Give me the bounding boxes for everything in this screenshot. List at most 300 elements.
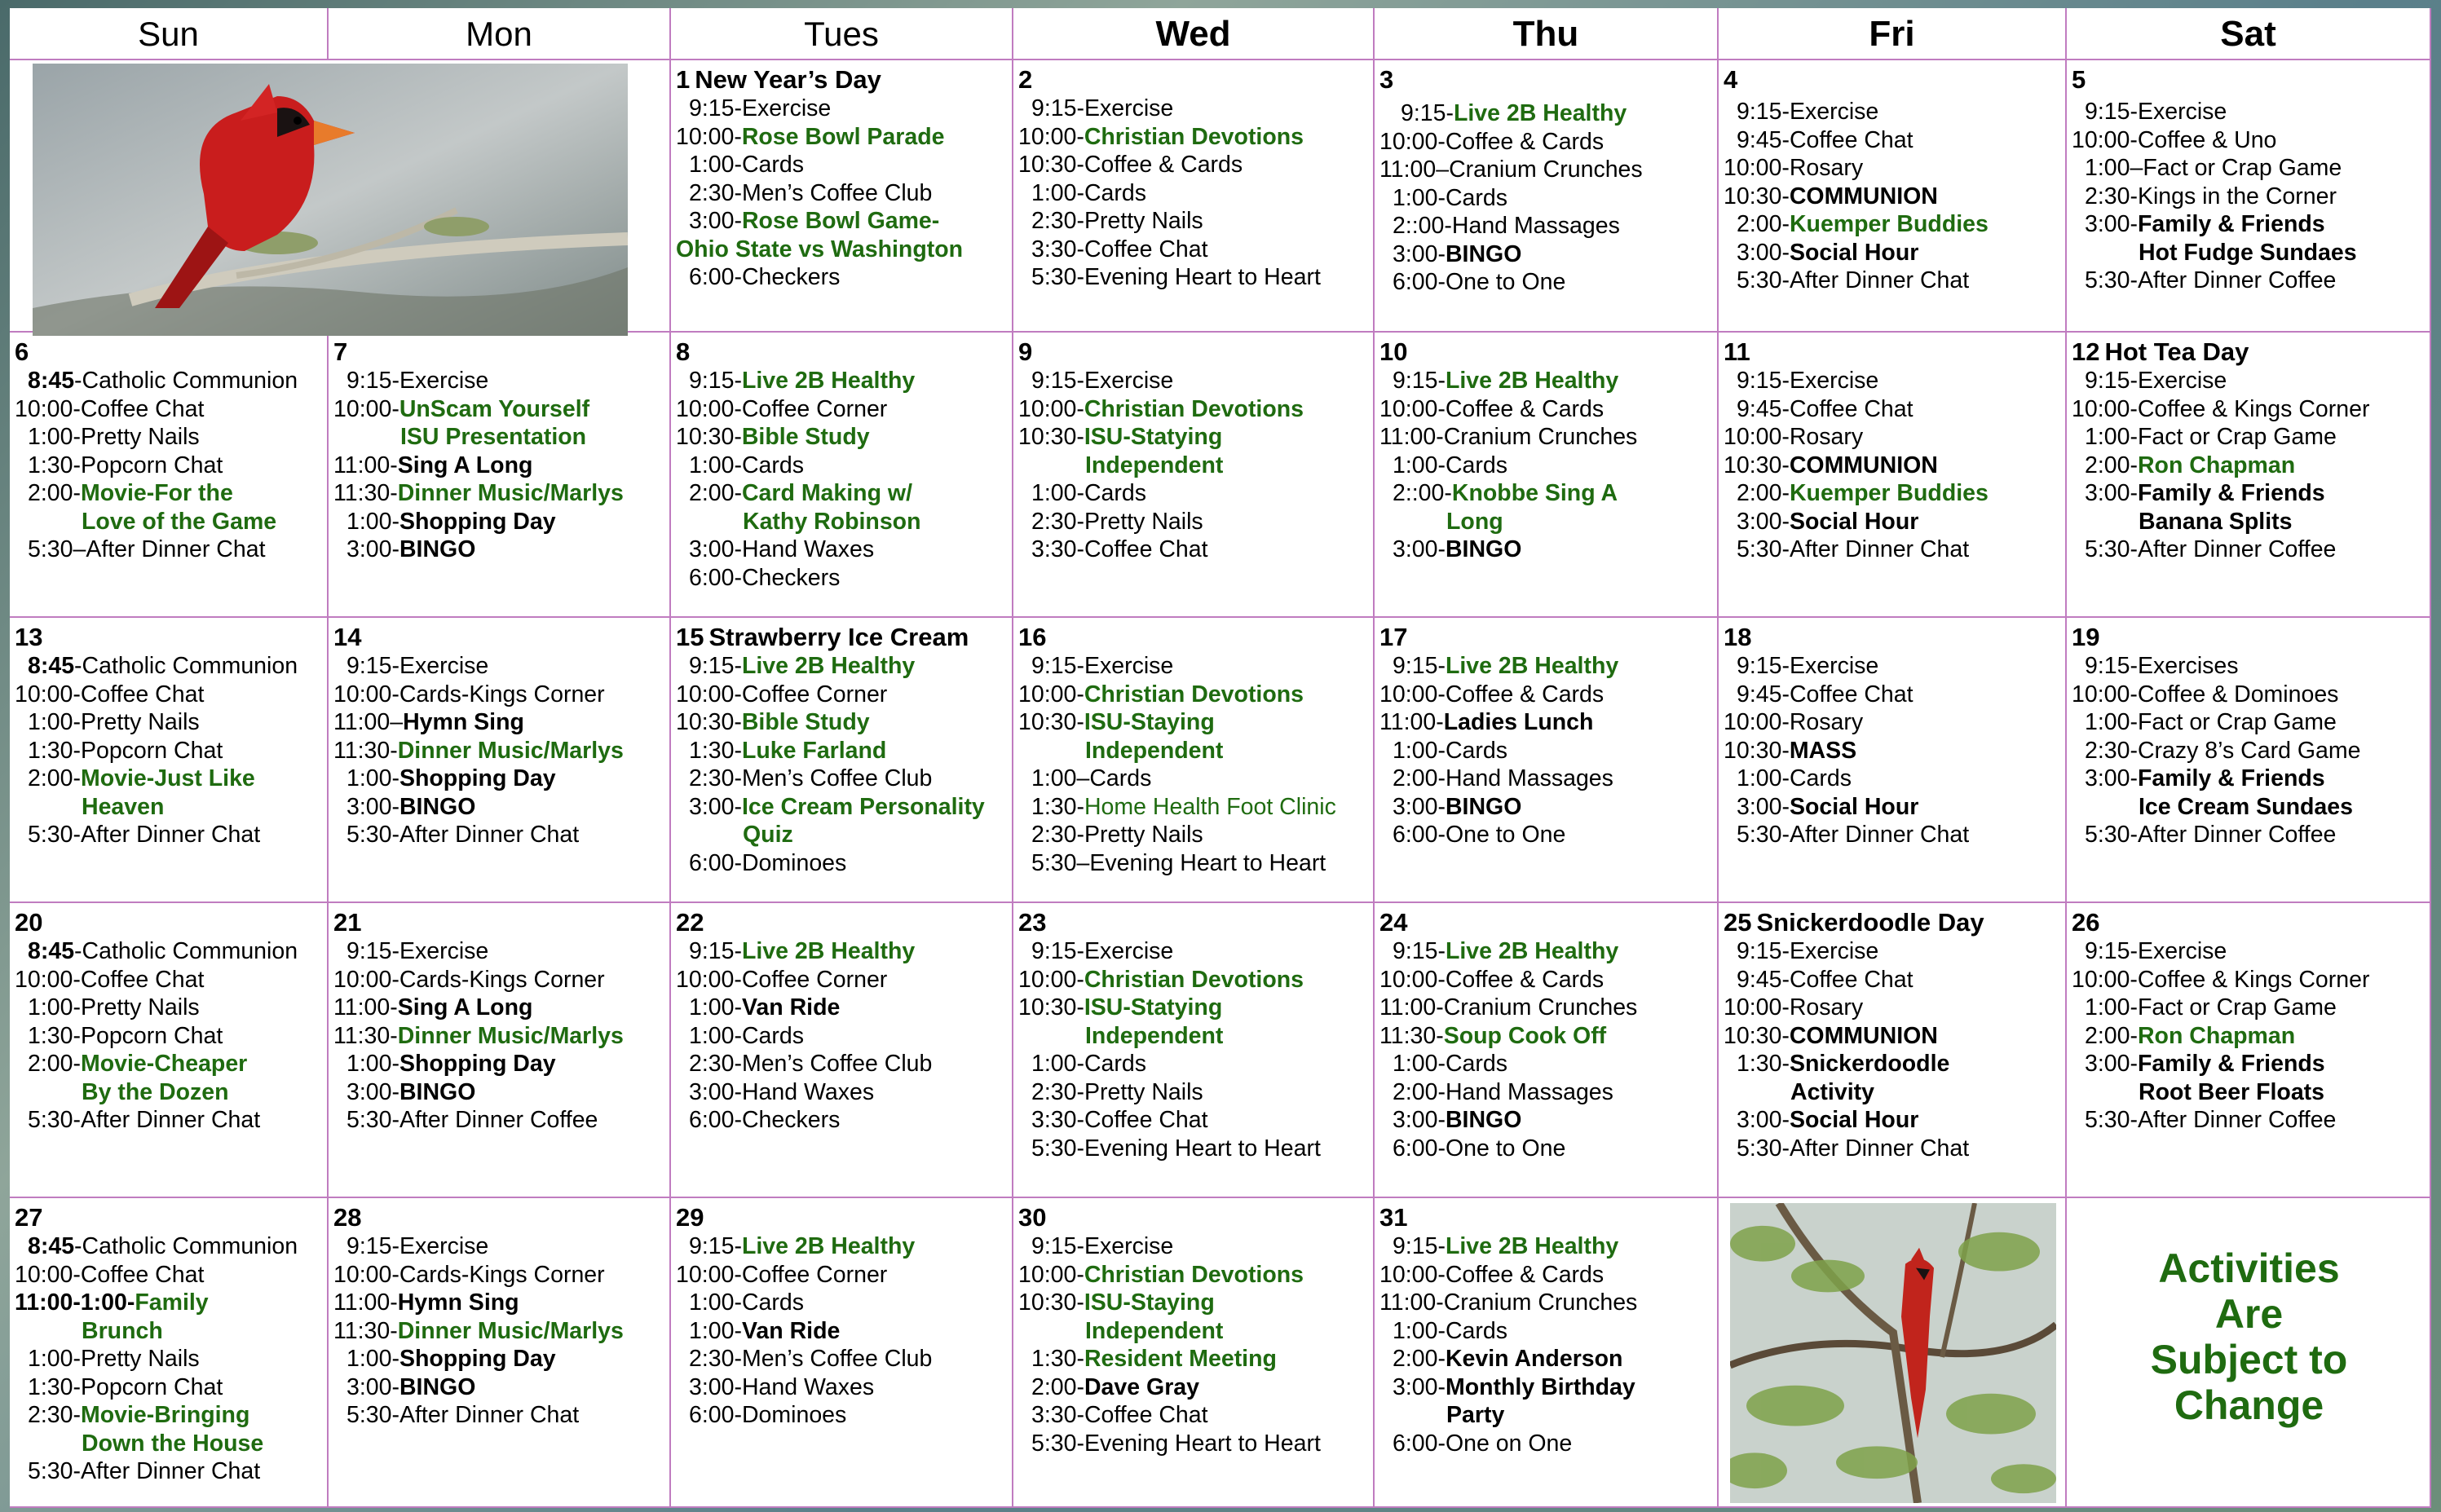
event-activity: After Dinner Chat bbox=[1789, 822, 1970, 848]
event-activity: Cards bbox=[1789, 765, 1852, 791]
event-activity: After Dinner Chat bbox=[1789, 267, 1970, 293]
event-activity: Live 2B Healthy bbox=[741, 368, 916, 394]
event-line bbox=[333, 708, 666, 737]
event-line bbox=[676, 1345, 1009, 1373]
event-activity: After Dinner Coffee bbox=[399, 1107, 598, 1133]
event-time: 10:30- bbox=[1724, 1022, 1790, 1049]
event-activity: Men’s Coffee Club bbox=[741, 1346, 933, 1372]
event-activity: After Dinner Chat bbox=[86, 536, 266, 562]
event-time: 9:15- bbox=[689, 653, 742, 679]
event-activity: One on One bbox=[1445, 1430, 1573, 1457]
event-time: 1:00- bbox=[1393, 184, 1446, 211]
event-activity: Hand Waxes bbox=[741, 1078, 875, 1105]
event-line bbox=[1018, 207, 1370, 236]
day-number: 17 bbox=[1379, 623, 1408, 651]
event-time: 9:15- bbox=[689, 1233, 742, 1259]
event-time: 9:15- bbox=[2085, 653, 2138, 679]
event-activity: Crazy 8’s Card Game bbox=[2137, 737, 2361, 764]
event-time: 10:00- bbox=[15, 1261, 81, 1288]
event-line bbox=[1724, 737, 2062, 765]
event-activity: Independent bbox=[1085, 1317, 1224, 1344]
event-time: 10:00- bbox=[1018, 395, 1084, 422]
event-line bbox=[1724, 98, 2062, 126]
event-activity: Exercise bbox=[2137, 938, 2227, 964]
event-line bbox=[1724, 937, 2062, 966]
event-time: 2:00- bbox=[1393, 765, 1446, 791]
event-activity: Fact or Crap Game bbox=[2137, 709, 2337, 735]
day-cell bbox=[1375, 60, 1719, 333]
event-activity: Christian Devotions bbox=[1084, 966, 1304, 993]
event-time: 3:00- bbox=[689, 1373, 742, 1400]
event-activity: -Catholic Communion bbox=[74, 653, 298, 679]
event-line bbox=[1379, 1261, 1714, 1289]
event-line bbox=[1018, 479, 1370, 508]
event-line bbox=[2072, 737, 2426, 765]
event-activity: Shopping Day bbox=[399, 765, 556, 791]
event-line bbox=[1379, 1317, 1714, 1346]
event-line bbox=[333, 821, 666, 849]
event-line bbox=[1379, 1401, 1714, 1430]
day-number: 7 bbox=[333, 337, 348, 366]
event-line bbox=[1018, 1232, 1370, 1261]
event-activity: Family & Friends bbox=[2137, 765, 2325, 791]
event-activity: Van Ride bbox=[741, 994, 841, 1020]
day-number-line bbox=[676, 623, 1009, 652]
event-time: 1:00- bbox=[689, 452, 742, 478]
day-number-line bbox=[15, 337, 324, 367]
event-line bbox=[1018, 994, 1370, 1022]
special-day-title: New Year’s Day bbox=[695, 65, 881, 94]
event-time: 11:00-1:00- bbox=[15, 1289, 135, 1316]
event-line bbox=[676, 151, 1009, 179]
event-activity: Rosary bbox=[1789, 155, 1864, 181]
event-activity: Cards bbox=[741, 1022, 804, 1049]
day-number: 18 bbox=[1724, 623, 1752, 651]
event-time: 6:00- bbox=[1393, 1135, 1446, 1162]
event-line bbox=[15, 1261, 324, 1289]
event-time: 1:00- bbox=[1393, 1051, 1446, 1077]
event-line bbox=[676, 479, 1009, 508]
event-activity: Independent bbox=[1085, 737, 1224, 764]
event-activity: Coffee Chat bbox=[80, 1261, 205, 1288]
event-line bbox=[676, 849, 1009, 878]
event-time: 9:15- bbox=[347, 1233, 399, 1259]
event-line bbox=[333, 1401, 666, 1430]
event-activity: Luke Farland bbox=[741, 737, 887, 764]
event-line bbox=[676, 564, 1009, 593]
event-activity: ISU-Staying bbox=[1084, 1289, 1215, 1316]
event-activity: Hand Massages bbox=[1445, 1078, 1613, 1105]
day-cell bbox=[2067, 903, 2431, 1198]
event-line bbox=[1379, 681, 1714, 709]
event-line bbox=[333, 1050, 666, 1078]
event-line bbox=[1379, 1430, 1714, 1458]
event-line bbox=[676, 395, 1009, 424]
event-line bbox=[1379, 966, 1714, 994]
cardinal-on-branch-photo bbox=[33, 64, 628, 336]
event-time: 1:00- bbox=[1393, 1317, 1446, 1344]
day-number: 30 bbox=[1018, 1203, 1047, 1232]
event-activity: Rose Bowl Parade bbox=[741, 123, 945, 150]
event-time: 2:30- bbox=[1031, 508, 1084, 535]
event-activity: Rosary bbox=[1789, 424, 1864, 450]
event-line bbox=[1379, 765, 1714, 793]
event-time: 9:45- bbox=[1737, 126, 1790, 153]
event-activity: Popcorn Chat bbox=[80, 1373, 223, 1400]
event-time: 3:00- bbox=[347, 1078, 399, 1105]
event-activity: Card Making w/ bbox=[741, 480, 913, 506]
event-activity: Dominoes bbox=[741, 849, 847, 876]
event-line bbox=[1724, 367, 2062, 395]
event-activity: Ohio State vs Washington bbox=[676, 236, 964, 262]
event-time: 1:00- bbox=[689, 1289, 742, 1316]
event-activity: Coffee Corner bbox=[741, 1261, 888, 1288]
event-time: 11:30- bbox=[1379, 1022, 1444, 1049]
event-time: 10:00- bbox=[15, 966, 81, 993]
event-time: 10:00- bbox=[1018, 966, 1084, 993]
event-line bbox=[1379, 423, 1714, 452]
event-activity: Exercise bbox=[1084, 1233, 1174, 1259]
event-time: 11:00– bbox=[333, 709, 404, 735]
event-activity: Coffee & Cards bbox=[1445, 681, 1605, 708]
event-time: 10:30- bbox=[1018, 994, 1084, 1020]
event-time: 1:00- bbox=[1031, 1051, 1084, 1077]
event-line bbox=[676, 737, 1009, 765]
event-line bbox=[1379, 994, 1714, 1022]
event-activity: Evening Heart to Heart bbox=[1084, 1430, 1321, 1457]
event-activity: Cards bbox=[741, 152, 804, 178]
event-activity: Live 2B Healthy bbox=[1445, 368, 1619, 394]
event-time: 3:00- bbox=[1737, 239, 1790, 266]
event-line bbox=[15, 395, 324, 424]
day-number-line bbox=[1018, 623, 1370, 652]
event-line bbox=[1018, 1317, 1370, 1346]
event-time: 10:30- bbox=[1018, 709, 1084, 735]
event-line bbox=[2072, 367, 2426, 395]
day-cell bbox=[671, 333, 1013, 618]
day-number-line bbox=[2072, 65, 2426, 95]
day-cell bbox=[1719, 903, 2067, 1198]
special-day-title: Snickerdoodle Day bbox=[1756, 908, 1984, 937]
event-line bbox=[1018, 937, 1370, 966]
event-line bbox=[15, 1078, 324, 1107]
event-time: 11:30- bbox=[333, 737, 398, 764]
event-line bbox=[15, 1050, 324, 1078]
event-line bbox=[2072, 479, 2426, 508]
event-activity: Cards-Kings Corner bbox=[399, 681, 605, 708]
event-activity: BINGO bbox=[1445, 240, 1522, 267]
event-line bbox=[1379, 99, 1714, 128]
event-line bbox=[1018, 151, 1370, 179]
event-activity: Coffee & Cards bbox=[1445, 966, 1605, 993]
weekday-header: Sat bbox=[2067, 8, 2431, 60]
event-line bbox=[15, 1232, 324, 1261]
event-activity: Family & Friends bbox=[2137, 211, 2325, 237]
event-activity: After Dinner Coffee bbox=[2137, 536, 2337, 562]
event-time: 9:15- bbox=[1393, 1233, 1446, 1259]
day-number: 28 bbox=[333, 1203, 362, 1232]
day-number: 4 bbox=[1724, 65, 1738, 94]
event-line bbox=[676, 123, 1009, 152]
event-activity: Pretty Nails bbox=[1084, 1078, 1203, 1105]
event-time: 10:30- bbox=[1724, 452, 1790, 478]
event-line bbox=[676, 263, 1009, 292]
event-time: 3:00- bbox=[1393, 240, 1446, 267]
event-time: 3:00- bbox=[347, 793, 399, 820]
event-time: 9:15- bbox=[1031, 368, 1084, 394]
event-time: 2::00- bbox=[1393, 213, 1452, 239]
event-line bbox=[1018, 821, 1370, 849]
event-activity: Social Hour bbox=[1789, 239, 1919, 266]
day-number: 15 bbox=[676, 623, 704, 651]
event-activity: Exercise bbox=[399, 938, 489, 964]
event-line bbox=[1379, 1373, 1714, 1402]
event-activity: Coffee Chat bbox=[1789, 966, 1914, 993]
event-line bbox=[333, 395, 666, 424]
event-activity: Bible Study bbox=[741, 424, 870, 450]
event-time: 5:30- bbox=[1737, 1135, 1790, 1162]
day-number: 9 bbox=[1018, 337, 1033, 366]
event-activity: Live 2B Healthy bbox=[741, 1233, 916, 1259]
event-line bbox=[676, 1050, 1009, 1078]
event-activity: Movie-Bringing bbox=[80, 1402, 250, 1428]
event-line bbox=[333, 994, 666, 1022]
event-line bbox=[1018, 236, 1370, 264]
day-cell bbox=[1719, 333, 2067, 618]
day-number: 29 bbox=[676, 1203, 704, 1232]
event-activity: ISU-Staying bbox=[1084, 709, 1215, 735]
event-activity: Shopping Day bbox=[399, 508, 556, 535]
event-activity: Coffee Chat bbox=[1789, 395, 1914, 422]
event-time: 11:00- bbox=[1379, 994, 1444, 1020]
event-time: 10:00- bbox=[1724, 994, 1790, 1020]
day-number-line bbox=[333, 1203, 666, 1232]
event-line bbox=[1018, 536, 1370, 564]
event-time: 9:15- bbox=[347, 938, 399, 964]
event-line bbox=[15, 508, 324, 536]
event-line bbox=[2072, 210, 2426, 239]
event-time: 10:00- bbox=[1379, 1261, 1446, 1288]
day-cell bbox=[10, 1198, 329, 1508]
event-activity: Pretty Nails bbox=[80, 709, 200, 735]
event-activity: Cranium Crunches bbox=[1443, 1289, 1638, 1316]
event-time: 1:30- bbox=[28, 1022, 81, 1049]
event-line bbox=[1724, 681, 2062, 709]
event-time: 11:00- bbox=[1379, 1289, 1444, 1316]
day-cell bbox=[1013, 903, 1375, 1198]
event-activity: BINGO bbox=[1445, 1107, 1522, 1133]
event-line bbox=[333, 1317, 666, 1346]
event-activity: Hand Massages bbox=[1451, 213, 1620, 239]
event-time: 1:30- bbox=[28, 737, 81, 764]
event-activity: Checkers bbox=[741, 264, 841, 290]
event-line bbox=[1724, 239, 2062, 267]
event-line bbox=[1018, 1401, 1370, 1430]
event-time: 9:15- bbox=[1737, 938, 1790, 964]
event-line bbox=[1018, 1345, 1370, 1373]
event-line bbox=[2072, 937, 2426, 966]
event-time: 10:00- bbox=[1724, 155, 1790, 181]
event-activity: Coffee Chat bbox=[1084, 1107, 1208, 1133]
event-activity: Dinner Music/Marlys bbox=[397, 1022, 624, 1049]
event-activity: Coffee & Kings Corner bbox=[2137, 966, 2370, 993]
event-line bbox=[2072, 452, 2426, 480]
day-cell bbox=[1013, 618, 1375, 903]
event-activity: Live 2B Healthy bbox=[741, 653, 916, 679]
event-line bbox=[676, 508, 1009, 536]
event-time: 10:00- bbox=[1018, 123, 1084, 150]
event-activity: Hot Fudge Sundaes bbox=[2139, 239, 2357, 266]
event-line bbox=[1724, 210, 2062, 239]
event-activity: After Dinner Chat bbox=[1789, 1135, 1970, 1162]
day-number-line bbox=[1379, 65, 1714, 95]
event-line bbox=[15, 1317, 324, 1346]
day-number-line bbox=[1724, 908, 2062, 937]
event-line bbox=[15, 479, 324, 508]
day-number-line bbox=[676, 65, 1009, 95]
event-time: 5:30- bbox=[1031, 1430, 1084, 1457]
event-line bbox=[15, 1022, 324, 1051]
event-time: 2:00- bbox=[1737, 480, 1790, 506]
event-activity: Dinner Music/Marlys bbox=[397, 737, 624, 764]
event-time: 10:00- bbox=[1379, 395, 1446, 422]
event-line bbox=[1724, 479, 2062, 508]
event-line bbox=[1018, 423, 1370, 452]
event-activity: Coffee Corner bbox=[741, 395, 888, 422]
event-line bbox=[1018, 1373, 1370, 1402]
day-number-line bbox=[1724, 623, 2062, 652]
event-time: 5:30- bbox=[347, 1402, 399, 1428]
event-line bbox=[2072, 994, 2426, 1022]
event-time: 9:15- bbox=[1737, 368, 1790, 394]
day-number-line bbox=[676, 1203, 1009, 1232]
day-number-line bbox=[333, 623, 666, 652]
day-number: 26 bbox=[2072, 908, 2100, 937]
event-time: 3:30- bbox=[1031, 536, 1084, 562]
day-number-line bbox=[2072, 623, 2426, 652]
event-time: 9:15- bbox=[347, 653, 399, 679]
day-number: 6 bbox=[15, 337, 29, 366]
event-line bbox=[1379, 793, 1714, 822]
day-number: 23 bbox=[1018, 908, 1047, 937]
event-time: 11:00– bbox=[1379, 156, 1450, 183]
event-line bbox=[15, 1401, 324, 1430]
event-line bbox=[2072, 793, 2426, 822]
day-number: 20 bbox=[15, 908, 43, 937]
event-line bbox=[1379, 367, 1714, 395]
event-activity: Pretty Nails bbox=[1084, 208, 1203, 234]
event-time: 5:30- bbox=[2085, 822, 2138, 848]
event-activity: Exercise bbox=[1789, 938, 1879, 964]
event-time: 9:15- bbox=[1737, 99, 1790, 125]
event-activity: -Catholic Communion bbox=[74, 368, 298, 394]
event-line bbox=[1018, 1430, 1370, 1458]
event-line bbox=[1724, 267, 2062, 295]
event-time: 11:00- bbox=[1379, 424, 1444, 450]
day-number: 3 bbox=[1379, 65, 1394, 94]
event-line bbox=[676, 793, 1009, 822]
event-time: 2:00- bbox=[1393, 1078, 1446, 1105]
event-activity: Kuemper Buddies bbox=[1789, 211, 1989, 237]
event-time: 2:00- bbox=[28, 480, 81, 506]
event-line bbox=[676, 1232, 1009, 1261]
event-time: 9:15- bbox=[2085, 368, 2138, 394]
event-time: 1:00- bbox=[689, 994, 742, 1020]
event-line bbox=[15, 652, 324, 681]
event-time: 2:30- bbox=[1031, 822, 1084, 848]
event-activity: Cards-Kings Corner bbox=[399, 1261, 605, 1288]
day-cell bbox=[2067, 618, 2431, 903]
event-activity: Movie-Cheaper bbox=[80, 1051, 248, 1077]
event-line bbox=[1379, 1135, 1714, 1163]
event-line bbox=[676, 708, 1009, 737]
event-line bbox=[333, 423, 666, 452]
day-number-line bbox=[1379, 337, 1714, 367]
event-activity: Pretty Nails bbox=[1084, 822, 1203, 848]
event-activity: Dinner Music/Marlys bbox=[397, 480, 624, 506]
event-line bbox=[676, 423, 1009, 452]
event-time: 3:00- bbox=[1737, 1107, 1790, 1133]
event-line bbox=[1724, 821, 2062, 849]
event-activity: Sing A Long bbox=[397, 994, 533, 1020]
event-activity: Cards bbox=[1445, 1051, 1507, 1077]
event-line bbox=[1018, 652, 1370, 681]
event-activity: Cards-Kings Corner bbox=[399, 966, 605, 993]
day-cell bbox=[671, 60, 1013, 333]
event-line bbox=[15, 821, 324, 849]
event-activity: Pretty Nails bbox=[80, 1346, 200, 1372]
day-number: 13 bbox=[15, 623, 43, 651]
event-line bbox=[15, 452, 324, 480]
event-line bbox=[1379, 1022, 1714, 1051]
event-activity: Popcorn Chat bbox=[80, 452, 223, 478]
event-line bbox=[1379, 1232, 1714, 1261]
event-activity: Cranium Crunches bbox=[1449, 156, 1643, 183]
event-activity: Exercise bbox=[1789, 653, 1879, 679]
event-line bbox=[1018, 367, 1370, 395]
event-activity: Exercise bbox=[399, 653, 489, 679]
event-activity: Coffee Chat bbox=[1084, 1402, 1208, 1428]
event-time: 10:30- bbox=[1018, 1289, 1084, 1316]
event-time: 10:00- bbox=[2072, 681, 2138, 708]
event-time: 9:15- bbox=[2085, 938, 2138, 964]
event-time: 5:30- bbox=[1737, 536, 1790, 562]
event-activity: Coffee & Cards bbox=[1445, 128, 1605, 155]
event-time: 3:30- bbox=[1031, 1107, 1084, 1133]
event-time: 3:00- bbox=[347, 1373, 399, 1400]
event-activity: Knobbe Sing A bbox=[1451, 480, 1618, 506]
event-time: 6:00- bbox=[689, 1107, 742, 1133]
activity-calendar bbox=[10, 8, 2431, 1508]
event-activity: Men’s Coffee Club bbox=[741, 765, 933, 791]
day-number-line bbox=[1724, 337, 2062, 367]
event-line bbox=[1724, 994, 2062, 1022]
event-line bbox=[1724, 183, 2062, 211]
event-line bbox=[676, 95, 1009, 123]
event-time: 10:00- bbox=[1379, 681, 1446, 708]
event-time: 3:00- bbox=[1393, 536, 1446, 562]
event-activity: Coffee & Kings Corner bbox=[2137, 395, 2370, 422]
event-activity: Cards bbox=[1445, 1317, 1507, 1344]
event-activity: Men’s Coffee Club bbox=[741, 179, 933, 206]
day-number-line bbox=[676, 337, 1009, 367]
event-time: 2:00- bbox=[1737, 211, 1790, 237]
event-time: 5:30- bbox=[2085, 1107, 2138, 1133]
event-time: 1:00- bbox=[1393, 737, 1446, 764]
day-number: 27 bbox=[15, 1203, 43, 1232]
event-activity: Live 2B Healthy bbox=[1445, 938, 1619, 964]
event-time: 5:30– bbox=[28, 536, 86, 562]
